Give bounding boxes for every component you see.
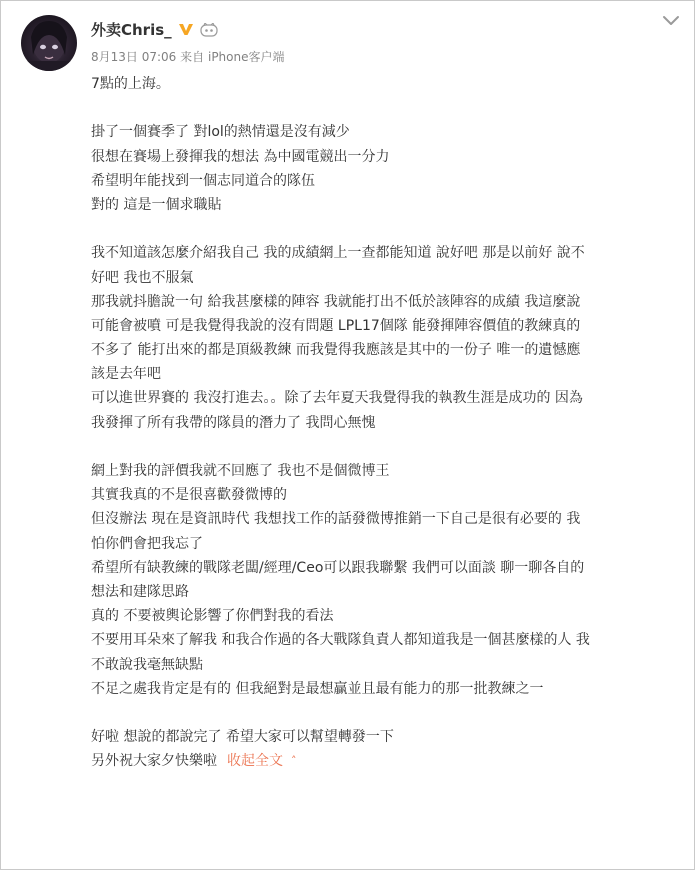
post-text-line: 好啦 想說的都說完了 希望大家可以幫望轉發一下 [91,729,394,746]
username[interactable]: 外卖Chris_ [91,20,172,39]
post-text-line: 掛了一個賽季了 對lol的熱情還是沒有減少 [91,124,350,141]
post-text-line: 怕你們會把我忘了 [91,535,203,552]
verified-icon[interactable] [178,21,194,37]
paragraph-gap [91,435,681,459]
post-text-line: 對的 這是一個求職貼 [91,196,222,213]
post-date[interactable]: 8月13日 07:06 [91,50,177,64]
caret-up-icon[interactable]: ˄ [291,754,297,768]
post-text-line: 希望明年能找到一個志同道合的隊伍 [91,172,315,189]
paragraph-gap [91,96,681,120]
post-last-line-text: 另外祝大家夕快樂啦 [91,753,217,770]
avatar-image [21,15,77,71]
source-prefix: 来自 [180,50,205,64]
post-text-line: 真的 不要被輿论影響了你們對我的看法 [91,608,334,625]
post-content [91,72,681,773]
username-row [91,17,218,41]
post-text-line: 可以進世界賽的 我沒打進去。。除了去年夏天我覺得我的執教生涯是成功的 因為 [91,390,583,407]
post-text-line: 不多了 能打出來的都是頂級教練 而我覺得我應該是其中的一份子 唯一的遺憾應 [91,342,581,359]
post-text-line: 該是去年吧 [91,366,161,383]
post-meta [91,48,285,65]
post-text-line: 想法和建隊思路 [91,583,189,600]
post-text-line: 不要用耳朵來了解我 和我合作過的各大戰隊負責人都知道我是一個甚麼樣的人 我 [91,632,590,649]
avatar[interactable] [21,15,77,71]
post-text-line: 但沒辦法 現在是資訊時代 我想找工作的話發微博推銷一下自己是很有必要的 我 [91,511,581,528]
rank-icon[interactable] [200,22,218,36]
post-last-line [91,749,681,773]
collapse-full-text-link[interactable]: 收起全文 [227,753,283,770]
post-text-line: 我不知道該怎麼介紹我自己 我的成績網上一查都能知道 說好吧 那是以前好 說不 [91,245,585,262]
post-text-line: 好吧 我也不服氣 [91,269,194,286]
post-text-line: 不足之處我肯定是有的 但我絕對是最想贏並且最有能力的那一批教練之一 [91,680,544,697]
post-text-line: 可能會被噴 可是我覺得我說的沒有問題 LPL17個隊 能發揮陣容價值的教練真的 [91,317,581,334]
post-text-line: 其實我真的不是很喜歡發微博的 [91,487,287,504]
post-text-line: 希望所有缺教練的戰隊老闆/經理/Ceo可以跟我聯繫 我們可以面談 聊一聊各自的 [91,559,585,576]
post-text-line: 網上對我的評價我就不回應了 我也不是個微博王 [91,463,390,479]
post-text-line: 很想在賽場上發揮我的想法 為中國電競出一分力 [91,148,390,165]
chevron-down-icon[interactable] [662,13,680,27]
post-text-line: 我發揮了所有我帶的隊員的潛力了 我問心無愧 [91,414,376,431]
post-text-line: 7點的上海。 [91,76,170,92]
paragraph-gap [91,217,681,241]
post-text-line: 那我就抖膽說一句 給我甚麼樣的陣容 我就能打出不低於該陣容的成績 我這麼說 [91,293,581,310]
post-text-line: 不敢說我毫無缺點 [91,656,203,673]
post-source[interactable]: iPhone客户端 [207,50,285,64]
paragraph-gap [91,701,681,725]
